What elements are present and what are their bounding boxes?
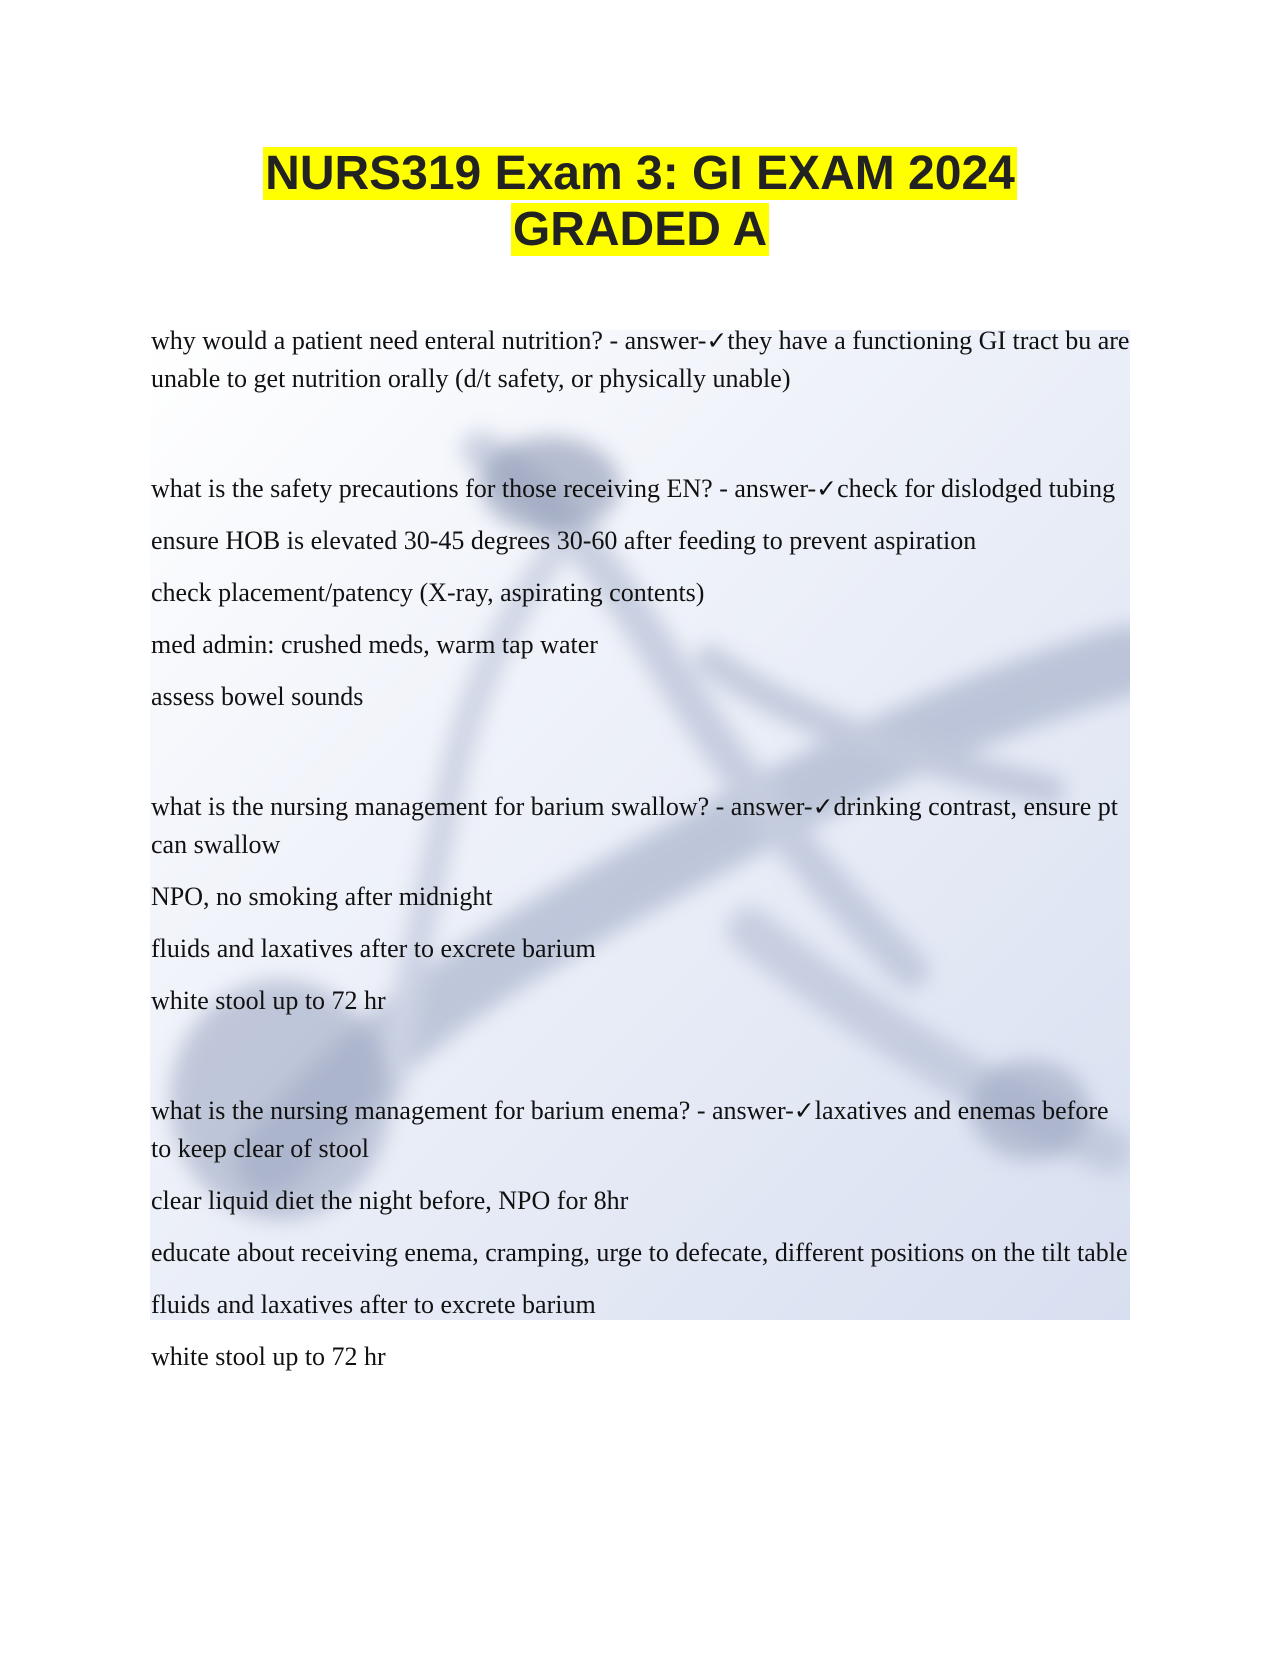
- qa-section: [151, 788, 1131, 1020]
- checkmark-icon: ✓: [793, 1096, 815, 1125]
- qa-entry: [151, 788, 1131, 864]
- document-body: [151, 322, 1131, 1376]
- answer-text: they have a functioning GI tract bu are unable to get nutrition orally (d/t safety, or physically unable): [151, 326, 1130, 393]
- answer-line: med admin: crushed meds, warm tap water: [151, 630, 598, 659]
- answer-line: clear liquid diet the night before, NPO for 8hr: [151, 1186, 629, 1215]
- answer-line: fluids and laxatives after to excrete barium: [151, 1290, 596, 1319]
- checkmark-icon: ✓: [816, 474, 838, 503]
- question-text: why would a patient need enteral nutrition? - answer-: [151, 326, 707, 355]
- answer-line: ensure HOB is elevated 30-45 degrees 30-60 after feeding to prevent aspiration: [151, 526, 977, 555]
- qa-section: [151, 322, 1131, 398]
- document-title: [0, 146, 1280, 258]
- answer-line: check placement/patency (X-ray, aspirating contents): [151, 578, 705, 607]
- qa-entry: [151, 1092, 1131, 1168]
- qa-section: [151, 1092, 1131, 1376]
- qa-entry: [151, 322, 1131, 398]
- question-text: what is the nursing management for barium enema? - answer-: [151, 1096, 794, 1125]
- title-line-1: NURS319 Exam 3: GI EXAM 2024: [265, 147, 1015, 200]
- answer-text: check for dislodged tubing: [837, 474, 1116, 503]
- question-text: what is the safety precautions for those receiving EN? - answer-: [151, 474, 817, 503]
- title-line-2: GRADED A: [512, 203, 768, 256]
- answer-line: assess bowel sounds: [151, 682, 364, 711]
- answer-text: laxatives and enemas before to keep clear of stool: [151, 1096, 1109, 1163]
- checkmark-icon: ✓: [706, 326, 728, 355]
- answer-line: fluids and laxatives after to excrete barium: [151, 934, 596, 963]
- answer-line: NPO, no smoking after midnight: [151, 882, 493, 911]
- answer-text: drinking contrast, ensure pt can swallow: [151, 792, 1119, 859]
- answer-line: educate about receiving enema, cramping, urge to defecate, different positions on the tilt table: [151, 1238, 1128, 1267]
- qa-entry: [151, 470, 1131, 508]
- qa-section: [151, 470, 1131, 716]
- checkmark-icon: ✓: [812, 792, 834, 821]
- question-text: what is the nursing management for barium swallow? - answer-: [151, 792, 813, 821]
- answer-line: white stool up to 72 hr: [151, 986, 386, 1015]
- answer-line: white stool up to 72 hr: [151, 1342, 386, 1371]
